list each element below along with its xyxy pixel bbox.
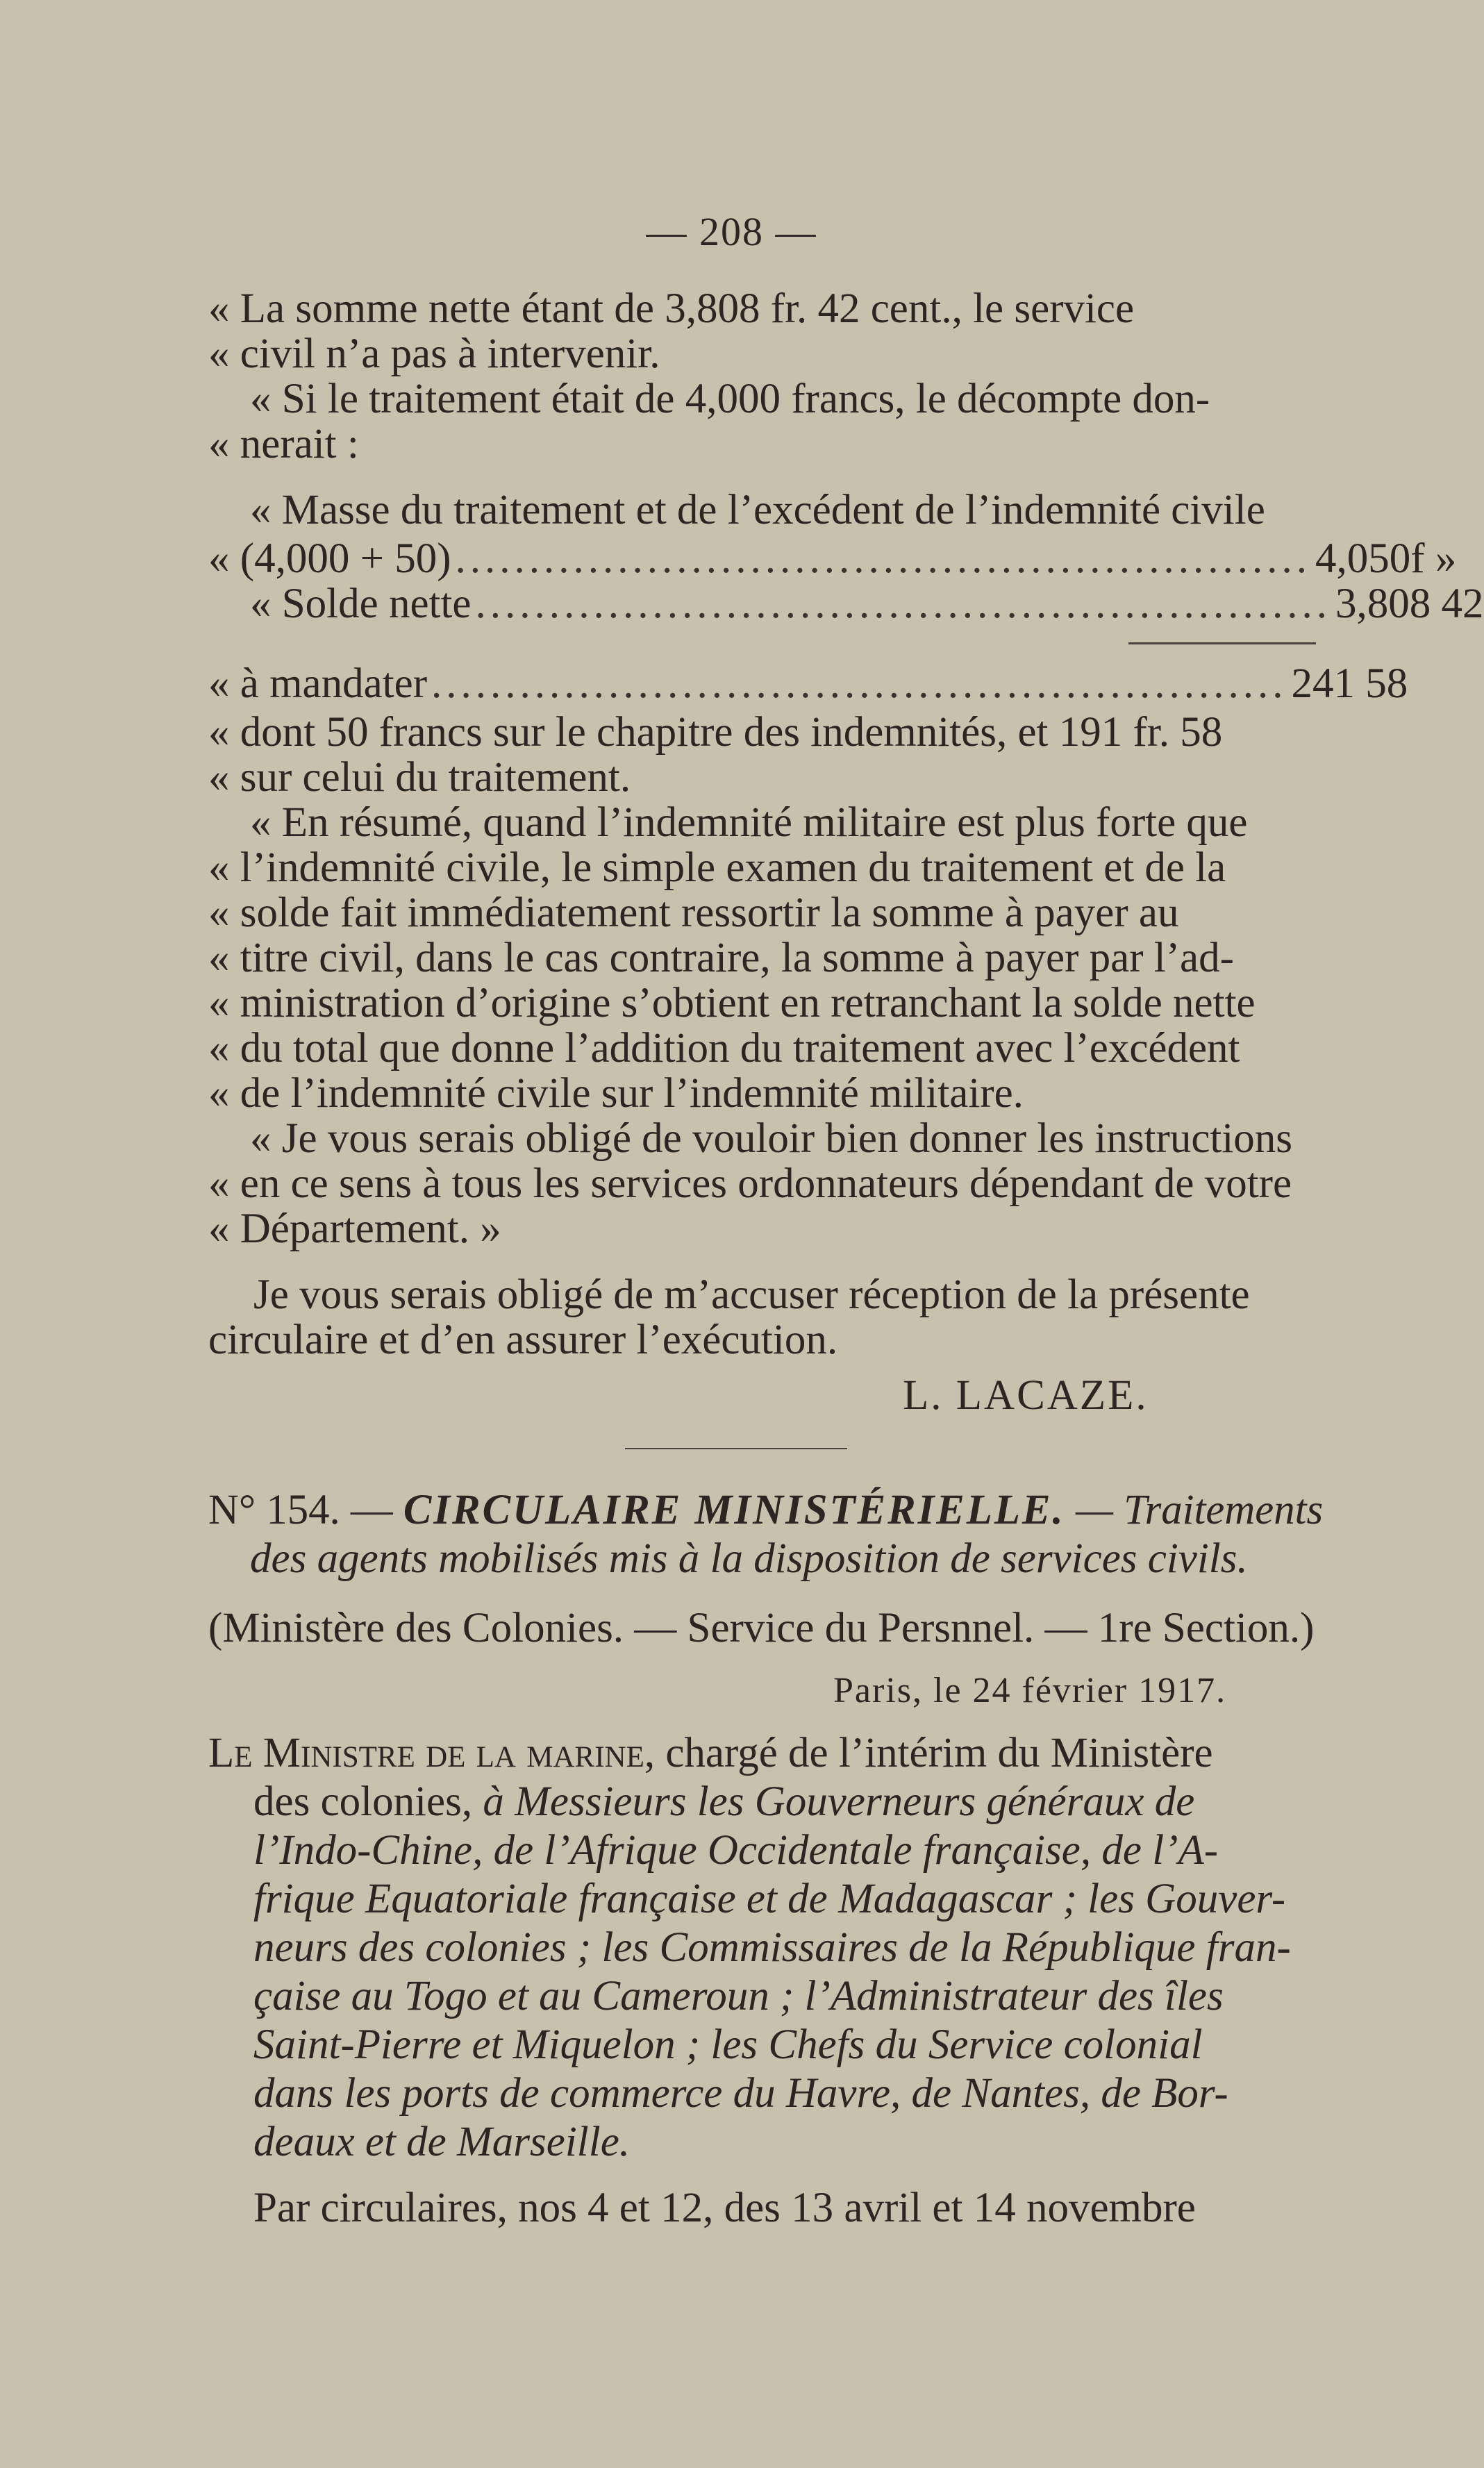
text-line: Je vous serais obligé de m’accuser réception de la présente xyxy=(253,1271,1250,1318)
text-line: « Masse du traitement et de l’excédent de l’indemnité civile xyxy=(250,487,1265,533)
circular-heading xyxy=(208,1486,1323,1535)
computation-label: « (4,000 + 50) xyxy=(208,535,451,582)
text-line: « En résumé, quand l’indemnité militaire est plus forte que xyxy=(250,799,1248,846)
address-line: neurs des colonies ; les Commissaires de la République fran- xyxy=(253,1924,1291,1971)
address-line xyxy=(208,1729,1213,1778)
computation-amount: 4,050f » xyxy=(1315,535,1457,582)
text-line: « en ce sens à tous les services ordonnateurs dépendant de votre xyxy=(208,1160,1292,1207)
computation-amount: 241 58 xyxy=(1291,660,1408,707)
text-line: « nerait : xyxy=(208,421,359,467)
address-rest: chargé de l’intérim du Ministère xyxy=(665,1730,1213,1776)
address-plain: des colonies, xyxy=(253,1778,473,1825)
ministry-line: (Ministère des Colonies. — Service du Persnnel. — 1re Section.) xyxy=(208,1605,1315,1651)
circular-title: CIRCULAIRE MINISTÉRIELLE. xyxy=(403,1487,1065,1533)
computation-row xyxy=(208,660,1408,708)
leader-dots: .......................................................... xyxy=(455,535,1312,582)
leader-dots: .......................................................... xyxy=(475,581,1331,627)
sum-rule xyxy=(1128,642,1316,644)
page-number: — 208 — xyxy=(646,209,817,254)
date-line: Paris, le 24 février 1917. xyxy=(833,1671,1227,1710)
section-divider xyxy=(625,1448,847,1449)
text-line: Par circulaires, nos 4 et 12, des 13 avril et 14 novembre xyxy=(253,2185,1196,2231)
address-line: dans les ports de commerce du Havre, de Nantes, de Bor- xyxy=(253,2070,1228,2117)
text-line: « La somme nette étant de 3,808 fr. 42 cent., le service xyxy=(208,285,1135,332)
text-line: « de l’indemnité civile sur l’indemnité militaire. xyxy=(208,1070,1024,1117)
text-line: « dont 50 francs sur le chapitre des indemnités, et 191 fr. 58 xyxy=(208,709,1223,756)
computation-label: « Solde nette xyxy=(250,581,472,627)
address-line: deaux et de Marseille. xyxy=(253,2119,631,2165)
address-line: frique Equatoriale française et de Madagascar ; les Gouver- xyxy=(253,1876,1286,1922)
text-line: « titre civil, dans le cas contraire, la somme à payer par l’ad- xyxy=(208,935,1234,981)
address-line: l’Indo-Chine, de l’Afrique Occidentale française, de l’A- xyxy=(253,1827,1219,1874)
sender: Le Ministre de la marine, xyxy=(208,1730,656,1776)
address-italic: à Messieurs les Gouverneurs généraux de xyxy=(483,1778,1195,1825)
circular-subject: — Traitements xyxy=(1075,1487,1324,1533)
text-line: « sur celui du traitement. xyxy=(208,754,631,801)
text-line: « solde fait immédiatement ressortir la somme à payer au xyxy=(208,890,1179,936)
text-line: « du total que donne l’addition du traitement avec l’excédent xyxy=(208,1025,1240,1072)
address-line: Saint-Pierre et Miquelon ; les Chefs du Service colonial xyxy=(253,2021,1203,2068)
computation-row xyxy=(250,580,1484,628)
computation-row xyxy=(208,535,1457,583)
signature: L. LACAZE. xyxy=(903,1372,1149,1419)
text-line: « l’indemnité civile, le simple examen du traitement et de la xyxy=(208,844,1226,891)
text-line: « Je vous serais obligé de vouloir bien donner les instructions xyxy=(250,1115,1293,1162)
circular-subject-line: des agents mobilisés mis à la disposition de services civils. xyxy=(250,1535,1248,1582)
computation-label: « à mandater xyxy=(208,660,428,707)
address-line xyxy=(253,1778,1194,1826)
address-line: çaise au Togo et au Cameroun ; l’Administrateur des îles xyxy=(253,1973,1224,2019)
computation-amount: 3,808 42 xyxy=(1335,581,1484,627)
text-line: « Département. » xyxy=(208,1206,501,1252)
text-line: circulaire et d’en assurer l’exécution. xyxy=(208,1317,838,1363)
leader-dots: .......................................................... xyxy=(431,660,1287,707)
text-line: « Si le traitement était de 4,000 francs, le décompte don- xyxy=(250,376,1210,422)
text-line: « ministration d’origine s’obtient en retranchant la solde nette xyxy=(208,980,1256,1026)
circular-number: N° 154. — xyxy=(208,1487,393,1533)
text-line: « civil n’a pas à intervenir. xyxy=(208,331,660,377)
